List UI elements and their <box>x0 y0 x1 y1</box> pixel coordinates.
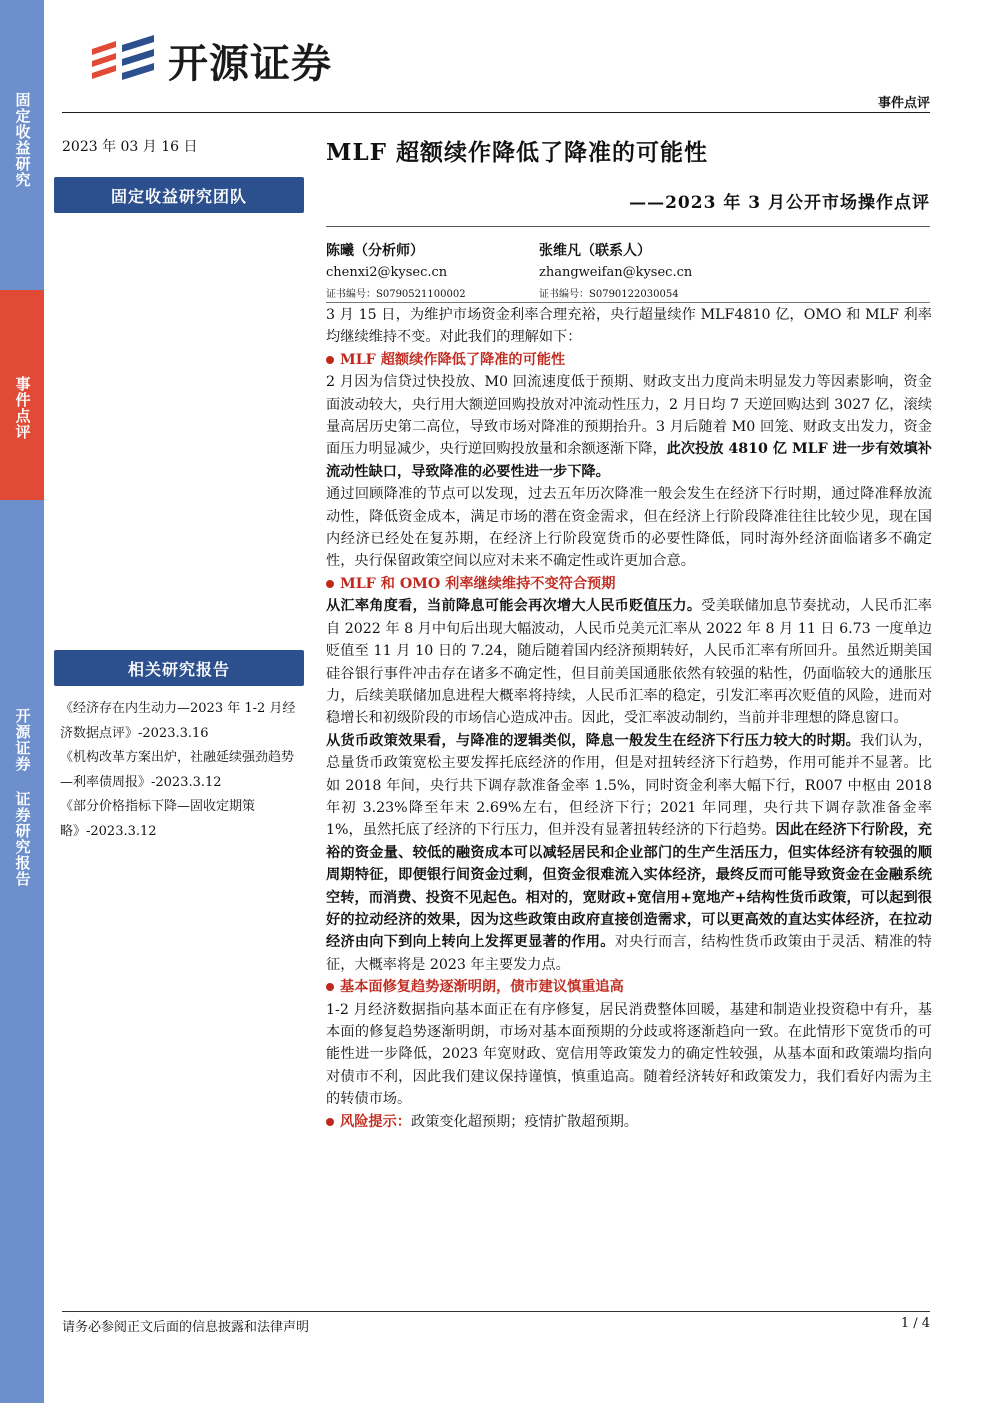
risk-text: 政策变化超预期；疫情扩散超预期。 <box>410 1113 638 1130</box>
bullet-icon <box>326 1118 334 1126</box>
section-heading-2 <box>326 573 932 595</box>
contact-card <box>539 240 692 306</box>
section-heading-1 <box>326 349 932 371</box>
s1-p1-text: 2 月因为信贷过快投放、M0 回流速度低于预期、财政支出力度尚未明显发力等因素影响，资金面波动较大，央行用大额逆回购投放对冲流动性压力，2 月日均 7 天逆回购达到 3027 亿，滚续量高居历史第二高位，导致市场对降准的预期抬升。3 月后随着 M0 回笼、财政支出发力，资金面压力明显减少，央行逆回购投放量和余额逐渐下降， <box>326 374 932 458</box>
team-banner: 固定收益研究团队 <box>54 177 304 213</box>
header-divider <box>62 112 930 113</box>
risk-label: 风险提示： <box>340 1113 411 1130</box>
title-divider <box>326 226 930 227</box>
related-reports-banner: 相关研究报告 <box>54 650 304 686</box>
bullet-icon <box>326 356 334 364</box>
s2-p1-emphasis: 从汇率角度看，当前降息可能会再次增大人民币贬值压力。 <box>326 598 702 615</box>
section-1-paragraph-2: 通过回顾降准的节点可以发现，过去五年历次降准一般会发生在经济下行时期，通过降准释放流动性，降低资金成本，满足市场的潜在资金需求，但在经济上行阶段降准往往比较少见，现在国内经济已经处在复苏期，在经济上行阶段宽货币的必要性降低，同时海外经济面临诸多不确定性，央行保留政策空间以应对未来不确定性或许更加合意。 <box>326 486 932 570</box>
company-name: 开源证券 <box>168 40 332 87</box>
side-band-top-label: 固定收益研究 <box>13 92 32 188</box>
section-heading-1-text: MLF 超额续作降低了降准的可能性 <box>340 351 566 368</box>
company-logo <box>88 32 332 88</box>
section-2-paragraph-2 <box>326 730 932 976</box>
analyst-cert: 证书编号：S0790521100002 <box>326 289 466 300</box>
report-subtitle: ——2023 年 3 月公开市场操作点评 <box>629 193 930 213</box>
section-1-paragraph-1 <box>326 371 932 483</box>
report-type-label: 事件点评 <box>877 96 930 111</box>
s2-p2-emphasis-1: 从货币政策效果看，与降准的逻辑类似，降息一般发生在经济下行压力较大的时期。 <box>326 732 861 749</box>
side-band-middle-label: 事件点评 <box>13 376 32 440</box>
contact-cert: 证书编号：S0790122030054 <box>539 289 679 300</box>
s2-p2-emphasis-2: 因此在经济下行阶段，充裕的资金量、较低的融资成本可以减轻居民和企业部门的生产生活压力，但实体经济有较强的顺周期特征，即便银行间资金过剩，但资金很难流入实体经济，最终反而可能导致资金在金融系统空转，而消费、投资不见起色。相对的，宽财政+宽信用+宽地产+结构性货币政策，可以起到很好的拉动经济的效果，因为这些政策由政府直接创造需求，可以更高效的直达实体经济，在拉动经济由向下到向上转向上发挥更显著的作用。 <box>326 822 932 951</box>
report-title: MLF 超额续作降低了降准的可能性 <box>326 139 708 166</box>
related-reports-list <box>60 697 304 844</box>
s2-p2-text-1: 我们认为，总量货币政策宽松主要发挥托底经济的作用，但是对扭转经济下行趋势，作用可能并不显著。比如 2018 年间，央行共下调存款准备金率 1.5%，同时资金利率大幅下行，R007 中枢由 2018 年初 3.23%降至年末 2.69%左右，但经济下行；2021 年同理，央行共下调存款准备金率 1%，虽然托底了经济的下行压力，但并没有显著扭转经济的下行趋势。 <box>326 732 932 839</box>
related-report-item[interactable]: 《部分价格指标下降—固收定期策略》-2023.3.12 <box>60 799 256 839</box>
analyst-card <box>326 240 466 306</box>
section-heading-3 <box>326 976 932 998</box>
logo-mark-icon <box>88 35 160 85</box>
side-band-bottom <box>0 500 44 1403</box>
related-report-item[interactable]: 《经济存在内生动力—2023 年 1-2 月经济数据点评》-2023.3.16 <box>60 701 296 741</box>
section-heading-2-text: MLF 和 OMO 利率继续维持不变符合预期 <box>340 575 616 592</box>
s2-p2-text-2: 对央行而言，结构性货币政策由于灵活、精准的特征，大概率将是 2023 年主要发力点。 <box>326 934 932 973</box>
report-body <box>326 304 932 1133</box>
section-3-paragraph-1: 1-2 月经济数据指向基本面正在有序修复，居民消费整体回暖，基建和制造业投资稳中有升，基本面的修复趋势逐渐明朗，市场对基本面预期的分歧或将逐渐趋向一致。在此情形下宽货币的可能性进一步降低，2023 年宽财政、宽信用等政策发力的确定性较强，从基本面和政策端均指向对债市不利，因此我们建议保持谨慎，慎重追高。随着经济转好和政策发力，我们看好内需为主的转债市场。 <box>326 1001 932 1108</box>
contact-email[interactable]: zhangweifan@kysec.cn <box>539 265 693 280</box>
risk-warning <box>326 1111 932 1133</box>
section-2-paragraph-1 <box>326 595 932 729</box>
bullet-icon <box>326 580 334 588</box>
analyst-divider <box>326 302 930 303</box>
bullet-icon <box>326 983 334 991</box>
intro-paragraph: 3 月 15 日，为维护市场资金利率合理充裕，央行超量续作 MLF4810 亿，OMO 和 MLF 利率均继续维持不变。对此我们的理解如下： <box>326 307 932 346</box>
contact-name: 张维凡（联系人） <box>539 243 651 259</box>
s2-p1-text: 受美联储加息节奏扰动，人民币汇率自 2022 年 8 月中旬后出现大幅波动，人民币兑美元汇率从 2022 年 8 月 11 日 6.73 一度单边贬值至 11 月 10 日的 7.24，随后随着国内经济预期转好，人民币汇率有所回升。虽然近期美国硅谷银行事件冲击存在诸多不确定性，但目前美国通胀依然有较强的粘性，仍面临较大的通胀压力，后续美联储加息进程大概率将持续，人民币汇率的稳定，引发汇率再次贬值的风险，进而对稳增长和初级阶段的市场信心造成冲击。因此，受汇率波动制约，当前并非理想的降息窗口。 <box>326 598 932 727</box>
s1-p1-emphasis: 此次投放 4810 亿 MLF 进一步有效填补流动性缺口，导致降准的必要性进一步下降。 <box>326 441 932 480</box>
page-number: 1 / 4 <box>900 1316 930 1331</box>
related-report-item[interactable]: 《机构改革方案出炉，社融延续强劲趋势—利率债周报》-2023.3.12 <box>60 750 295 790</box>
analyst-name: 陈曦（分析师） <box>326 243 424 259</box>
footer-disclaimer: 请务必参阅正文后面的信息披露和法律声明 <box>62 1320 310 1335</box>
analyst-email[interactable]: chenxi2@kysec.cn <box>326 265 448 280</box>
section-heading-3-text: 基本面修复趋势逐渐明朗，债市建议慎重追高 <box>340 979 624 996</box>
footer-divider <box>62 1311 930 1312</box>
side-band-bottom-label: 开源证券 证券研究报告 <box>13 708 32 887</box>
report-date: 2023 年 03 月 16 日 <box>62 139 198 155</box>
side-band-middle <box>0 290 44 500</box>
side-band-top <box>0 0 44 290</box>
